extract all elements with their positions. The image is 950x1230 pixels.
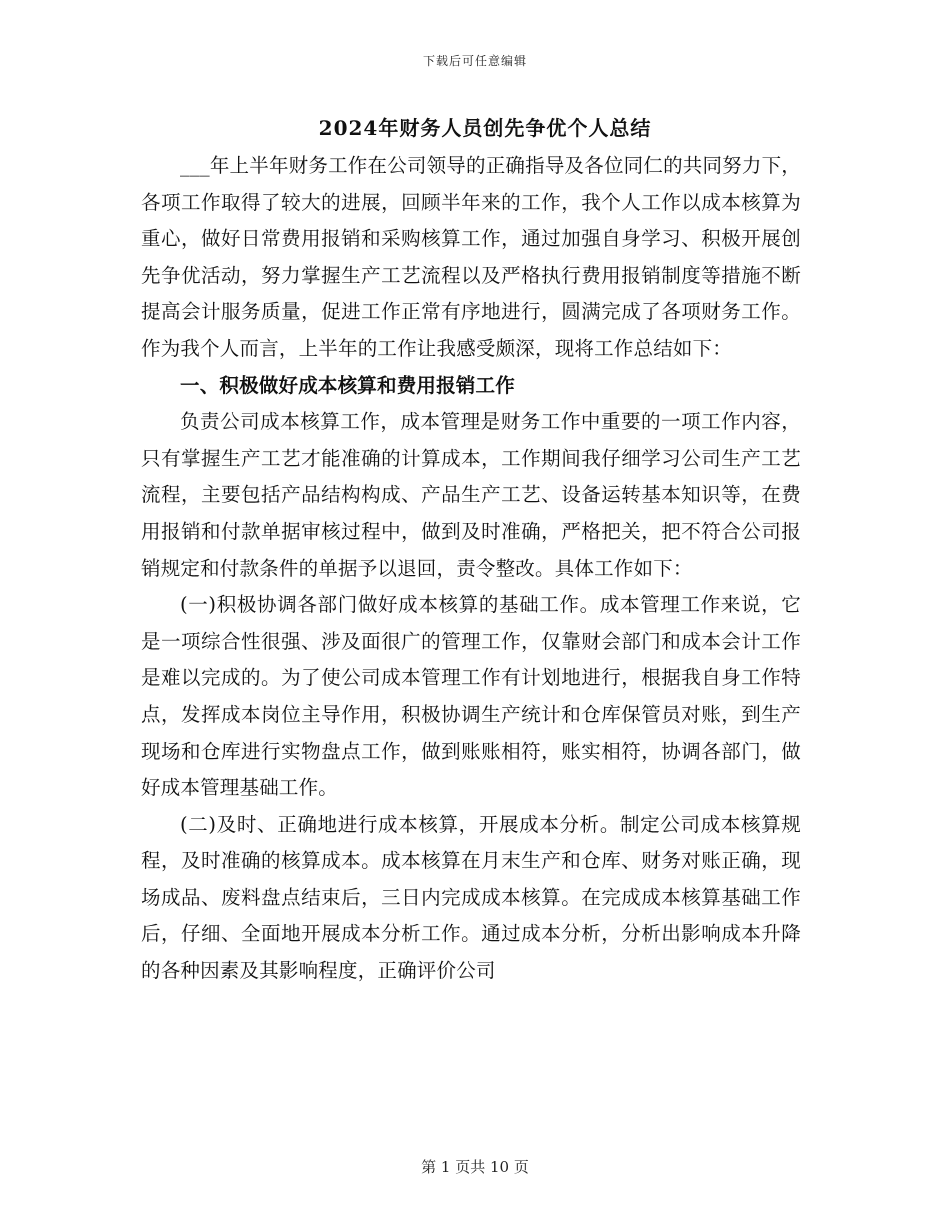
- paragraph-item-1: (一)积极协调各部门做好成本核算的基础工作。成本管理工作来说，它是一项综合性很强、涉及面很广的管理工作，仅靠财会部门和成本会计工作是难以完成的。为了使公司成本管理工作有计划地进行，根据我自身工作特点，发挥成本岗位主导作用，积极协调生产统计和仓库保管员对账，到生产现场和仓库进行实物盘点工作，做到账账相符，账实相符，协调各部门，做好成本管理基础工作。: [141, 593, 801, 800]
- paragraph-intro: ___年上半年财务工作在公司领导的正确指导及各位同仁的共同努力下，各项工作取得了较大的进展，回顾半年来的工作，我个人工作以成本核算为重心，做好日常费用报销和采购核算工作，通过加强自身学习、积极开展创先争优活动，努力掌握生产工艺流程以及严格执行费用报销制度等措施不断提高会计服务质量，促进工作正常有序地进行，圆满完成了各项财务工作。作为我个人而言，上半年的工作让我感受颇深，现将工作总结如下：: [141, 154, 801, 360]
- header-note: 下载后可任意编辑: [422, 54, 527, 68]
- page-number-footer: 第 1 页共 10 页: [421, 1158, 529, 1176]
- document-title: 2024年财务人员创先争优个人总结: [318, 116, 652, 140]
- section-heading-1: 一、积极做好成本核算和费用报销工作: [180, 373, 515, 397]
- paragraph-section-1: 负责公司成本核算工作，成本管理是财务工作中重要的一项工作内容，只有掌握生产工艺才能准确的计算成本，工作期间我仔细学习公司生产工艺流程，主要包括产品结构构成、产品生产工艺、设备运转基本知识等，在费用报销和付款单据审核过程中，做到及时准确，严格把关，把不符合公司报销规定和付款条件的单据予以退回，责令整改。具体工作如下：: [141, 410, 801, 580]
- document-body: [141, 148, 801, 990]
- paragraph-item-2: (二)及时、正确地进行成本核算，开展成本分析。制定公司成本核算规程，及时准确的核算成本。成本核算在月末生产和仓库、财务对账正确，现场成品、废料盘点结束后，三日内完成成本核算。在完成成本核算基础工作后，仔细、全面地开展成本分析工作。通过成本分析，分析出影响成本升降的各种因素及其影响程度，正确评价公司: [141, 812, 801, 983]
